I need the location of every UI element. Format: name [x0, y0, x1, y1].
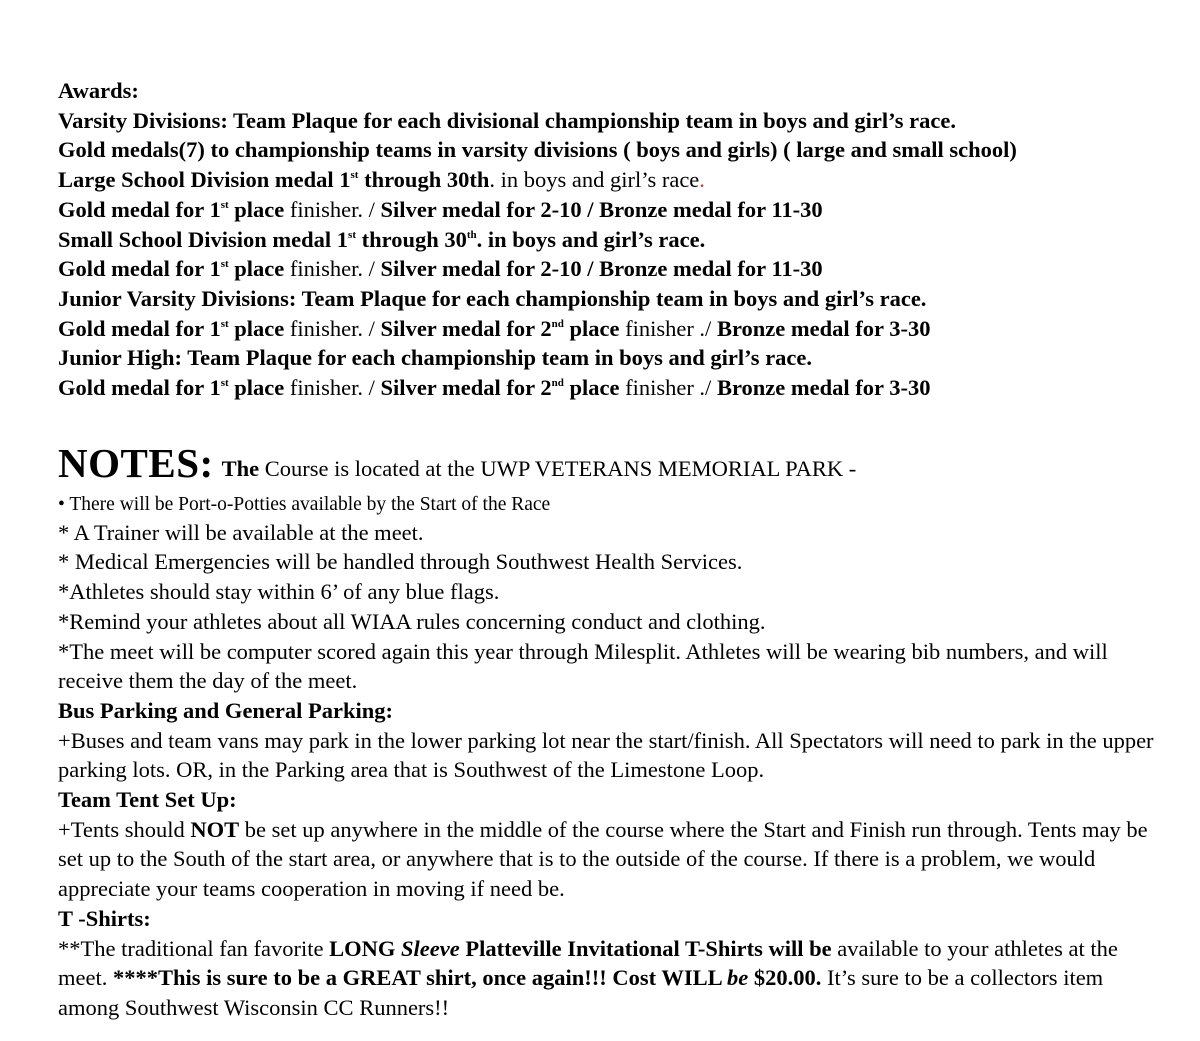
awards-small-breakdown-line: Gold medal for 1st place finisher. / Silver medal for 2-10 / Bronze medal for 11-30 [58, 256, 823, 282]
shirts-heading: T -Shirts: [58, 905, 151, 931]
parking-text: +Buses and team vans may park in the lower parking lot near the start/finish. All Spectators will need to park in the upper parking lots. OR, in the Parking area that is Southwest of the Limestone Loop. [58, 727, 1154, 783]
parking-heading: Bus Parking and General Parking: [58, 697, 394, 723]
notes-potties: • There will be Port-o-Potties available by the Start of the Race [58, 493, 551, 515]
tents-heading: Team Tent Set Up: [58, 787, 237, 813]
awards-jv-line: Junior Varsity Divisions: Team Plaque for each championship team in boys and girl’s race. [58, 285, 927, 311]
awards-jv-breakdown-line: Gold medal for 1st place finisher. / Silver medal for 2nd place finisher ./ Bronze medal for 3-30 [58, 315, 931, 341]
shirts-text: **The traditional fan favorite LONG Sleeve Platteville Invitational T-Shirts will be available to your athletes at the meet. ****This is sure to be a GREAT shirt, once again!!! Cost WILL be $20.00. It’s sure to be a collectors item among Southwest Wisconsin CC Runners!! [58, 935, 1118, 1020]
notes-medical: * Medical Emergencies will be handled through Southwest Health Services. [58, 549, 743, 575]
tents-text: +Tents should NOT be set up anywhere in the middle of the course where the Start and Finish run through. Tents may be set up to the South of the start area, or anywhere that is to the outside of the course. If there is a problem, we would appreciate your teams cooperation in moving if need be. [58, 816, 1148, 902]
awards-small-school-line: Small School Division medal 1st through 30th. in boys and girl’s race. [58, 226, 706, 252]
notes-trainer: * A Trainer will be available at the meet. [58, 519, 424, 545]
awards-jh-line: Junior High: Team Plaque for each championship team in boys and girl’s race. [58, 345, 813, 371]
awards-large-breakdown-line: Gold medal for 1st place finisher. / Silver medal for 2-10 / Bronze medal for 11-30 [58, 196, 823, 222]
awards-jh-breakdown-line: Gold medal for 1st place finisher. / Silver medal for 2nd place finisher ./ Bronze medal for 3-30 [58, 375, 931, 401]
awards-varsity-line: Varsity Divisions: Team Plaque for each divisional championship team in boys and girl’s race. [58, 107, 957, 133]
notes-flags: *Athletes should stay within 6’ of any blue flags. [58, 579, 500, 605]
awards-gold-medals-line: Gold medals(7) to championship teams in varsity divisions ( boys and girls) ( large and small school) [58, 137, 1017, 163]
section-spacer [58, 403, 1168, 441]
document-page [58, 76, 1168, 1023]
awards-large-school-line: Large School Division medal 1st through 30th. in boys and girl’s race. [58, 167, 705, 193]
notes-heading-line: NOTES: The Course is located at the UWP VETERANS MEMORIAL PARK - [58, 439, 857, 486]
notes-scoring: *The meet will be computer scored again this year through Milesplit. Athletes will be wearing bib numbers, and will receive them the day of the meet. [58, 638, 1108, 694]
notes-heading: NOTES: [58, 439, 214, 486]
awards-heading: Awards: [58, 78, 139, 103]
notes-wiaa: *Remind your athletes about all WIAA rules concerning conduct and clothing. [58, 608, 766, 634]
